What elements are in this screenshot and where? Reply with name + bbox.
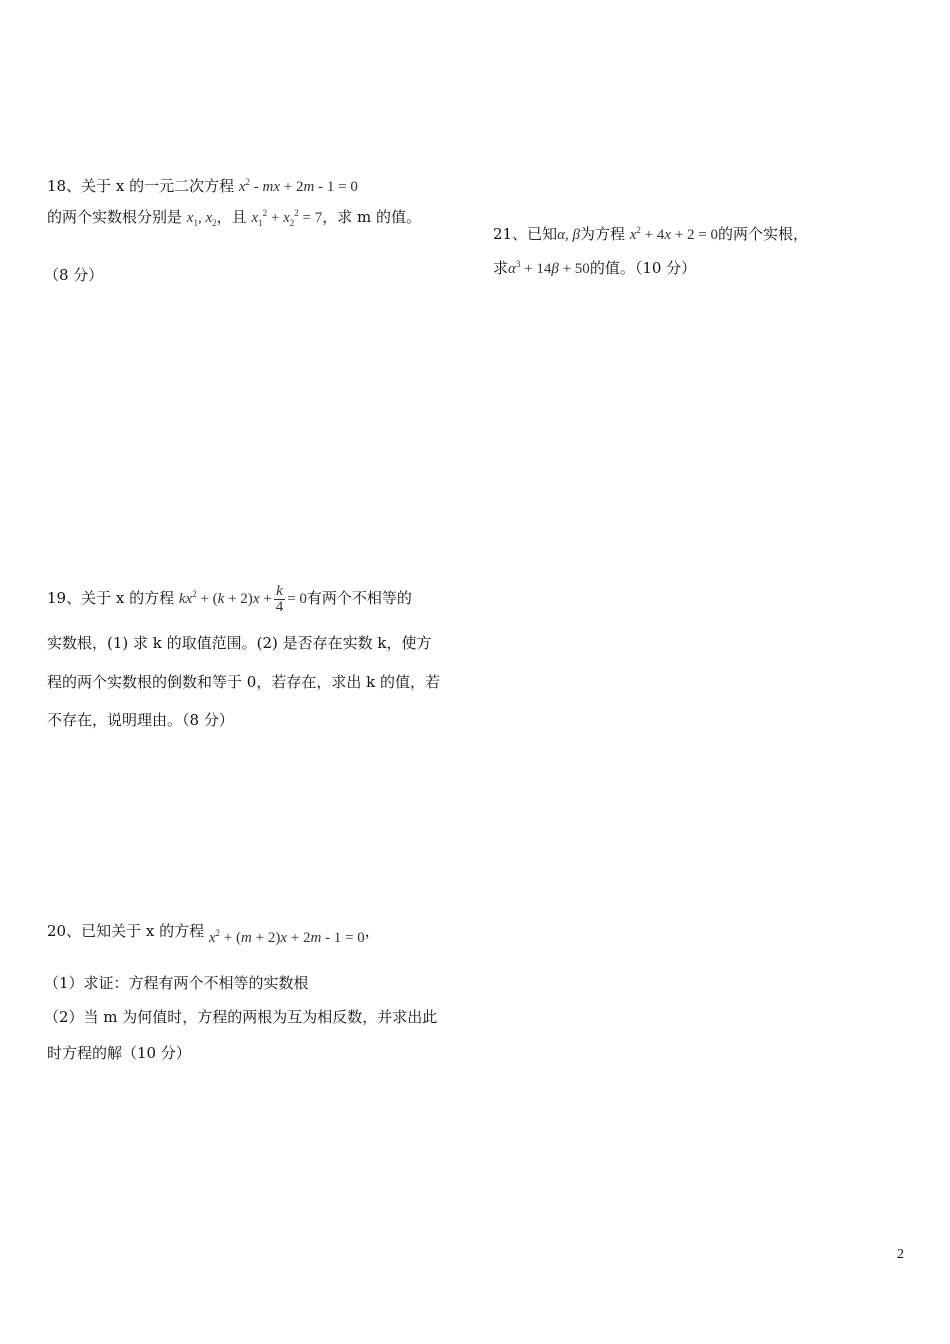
q18-prefix: 18、关于 x 的一元二次方程	[47, 177, 235, 195]
q18-line2-mid: ，且	[216, 208, 247, 226]
q21-line2-prefix: 求	[493, 259, 509, 277]
q20-suffix: ，	[364, 922, 380, 940]
page-number: 2	[897, 1247, 904, 1262]
q20-part2-cont: 时方程的解（10 分）	[47, 1044, 191, 1062]
q19-equation: $kx^2 + (k + 2)x$ + $\frac{k}{4}$ = 0	[178, 583, 307, 616]
q19-fraction: $\frac{k}{4}$	[275, 583, 284, 616]
q21-expression: $\alpha^3 + 14\beta + 50$	[508, 259, 590, 277]
q18-line2	[47, 207, 421, 228]
q19-suffix: 有两个不相等的	[306, 589, 412, 607]
q18-line2-suffix: ，求 m 的值。	[322, 208, 421, 226]
q21-vars: α, β	[557, 227, 580, 243]
q21-suffix: 的两个实根，	[717, 225, 808, 243]
q21-line1	[493, 224, 808, 245]
q19-line3: 程的两个实数根的倒数和等于 0，若存在，求出 k 的值，若	[47, 673, 440, 691]
q18-line1	[47, 176, 358, 197]
q19-line1	[47, 578, 412, 619]
q19-line2: 实数根，(1) 求 k 的取值范围。(2) 是否存在实数 k，使方	[47, 634, 432, 652]
q20-part2: （2）当 m 为何值时，方程的两根为互为相反数，并求出此	[44, 1008, 438, 1026]
q18-equation: $x^2$ - mx + 2m - 1 = 0	[238, 177, 358, 195]
q20-equation: $x^2 + (m + 2)x + 2m - 1 = 0$	[208, 928, 365, 946]
q18-roots: $x_1$, $x_2$	[186, 210, 217, 228]
q19-line4: 不存在，说明理由。（8 分）	[47, 711, 234, 729]
q19-prefix: 19、关于 x 的方程	[47, 589, 175, 607]
q20-line1	[47, 916, 380, 947]
q20-part1: （1）求证：方程有两个不相等的实数根	[44, 974, 309, 992]
q21-equation: $x^2 + 4x + 2 = 0$	[629, 225, 718, 243]
q20-prefix: 20、已知关于 x 的方程	[47, 922, 205, 940]
q21-line2-suffix: 的值。（10 分）	[589, 259, 697, 277]
q21-mid: 为方程	[579, 225, 625, 243]
q21-prefix: 21、已知	[493, 225, 558, 243]
q18-score: （8 分）	[44, 266, 104, 284]
q18-condition: $x_1^2 + x_2^2 = 7$	[251, 208, 323, 228]
q21-line2	[493, 258, 696, 279]
q18-line2-prefix: 的两个实数根分别是	[47, 208, 183, 226]
